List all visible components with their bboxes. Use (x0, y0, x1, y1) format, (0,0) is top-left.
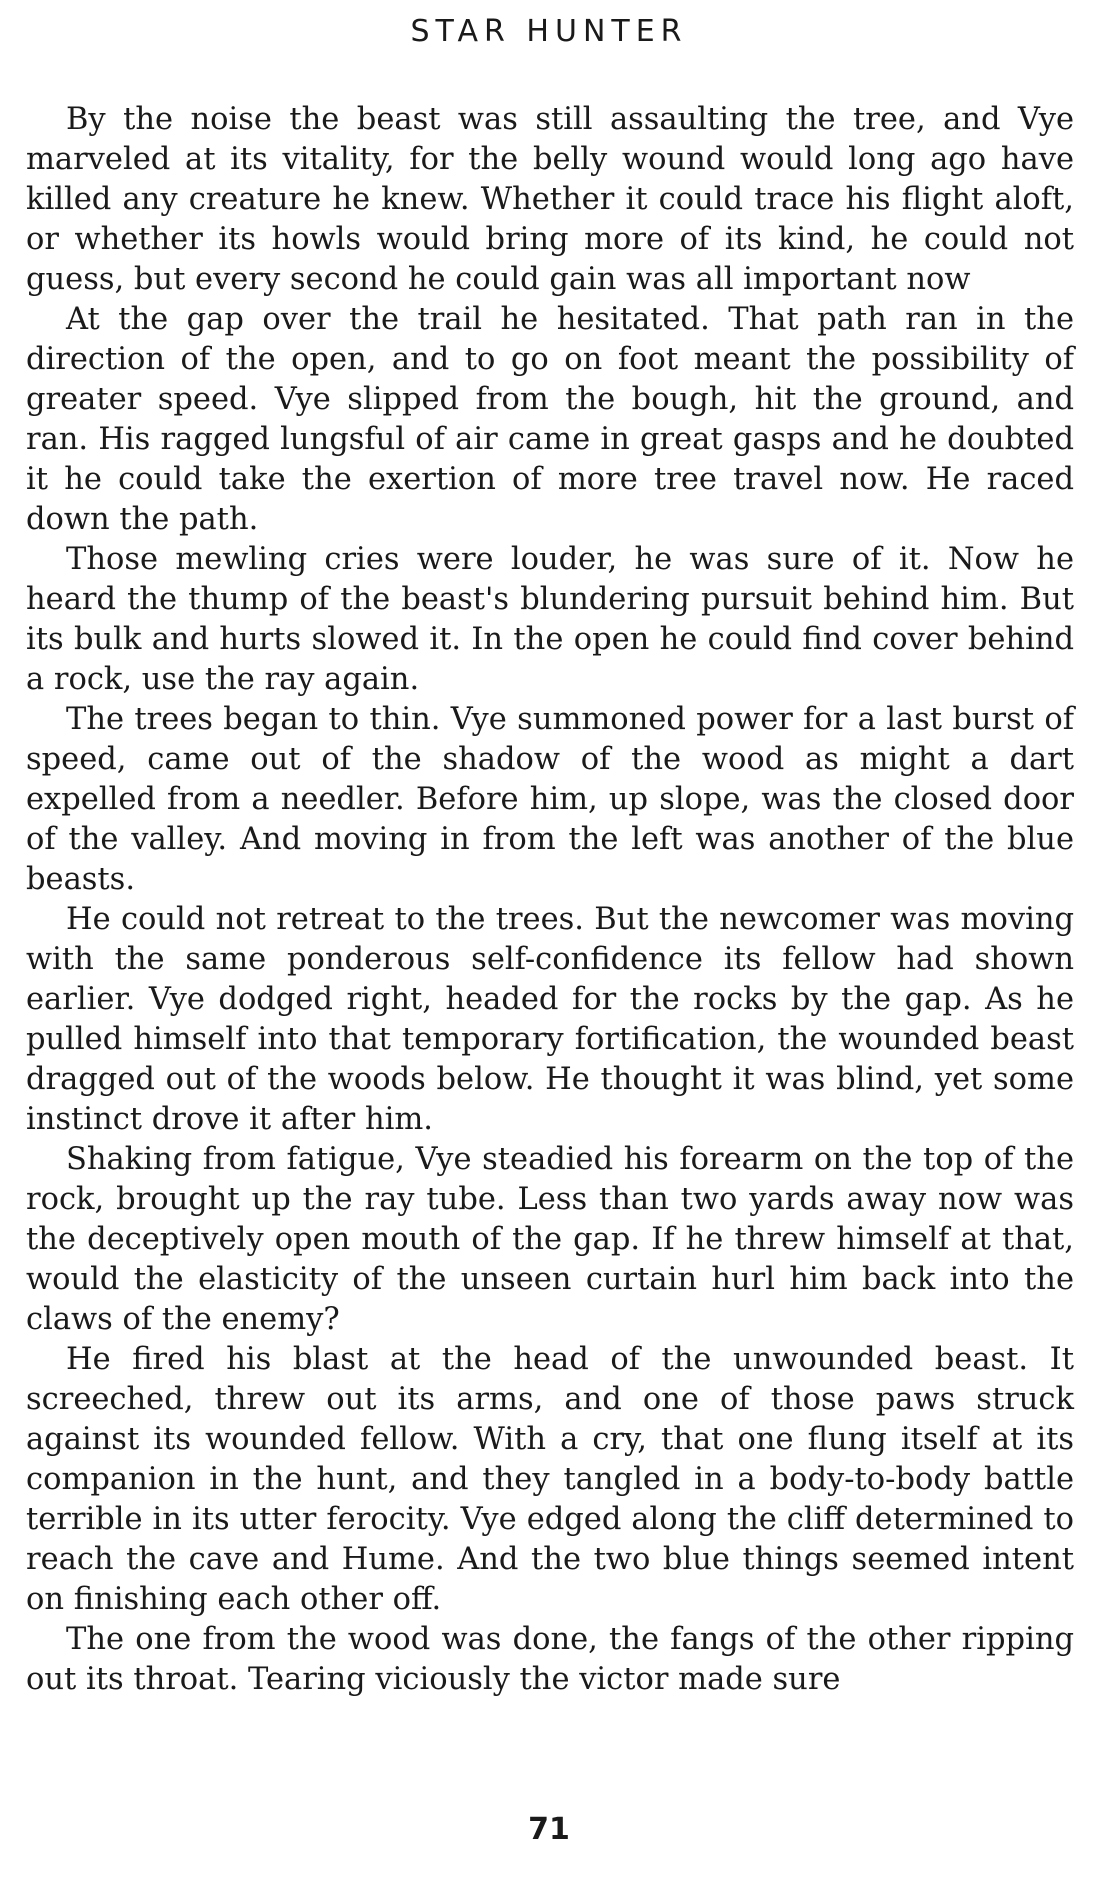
page-number: 71 (528, 1812, 570, 1847)
body-text (26, 100, 1074, 1700)
paragraph: He fired his blast at the head of the unwounded beast. It screeched, threw out its arms, and one of those paws struck against its wounded fellow. With a cry, that one flung itself at its companion in the hunt, and they tangled in a body-to-body battle terrible in its utter ferocity. Vye edged along the cliff determined to reach the cave and Hume. And the two blue things seemed intent on finishing each other off. (26, 1342, 1074, 1617)
paragraph: Shaking from fatigue, Vye steadied his forearm on the top of the rock, brought up the ray tube. Less than two yards away now was the deceptively open mouth of the gap. If he threw himself at that, would the elasticity of the unseen curtain hurl him back into the claws of the enemy? (26, 1142, 1074, 1337)
paragraph: The trees began to thin. Vye summoned power for a last burst of speed, came out of the shadow of the wood as might a dart expelled from a needler. Before him, up slope, was the closed door of the valley. And moving in from the left was another of the blue beasts. (26, 702, 1074, 897)
paragraph: Those mewling cries were louder, he was sure of it. Now he heard the thump of the beast's blundering pursuit behind him. But its bulk and hurts slowed it. In the open he could find cover behind a rock, use the ray again. (26, 542, 1074, 697)
running-head: STAR HUNTER (410, 14, 688, 49)
paragraph: He could not retreat to the trees. But the newcomer was moving with the same ponderous self-confidence its fellow had shown earlier. Vye dodged right, headed for the rocks by the gap. As he pulled himself into that temporary fortification, the wounded beast dragged out of the woods below. He thought it was blind, yet some instinct drove it after him. (26, 902, 1074, 1137)
paragraph: At the gap over the trail he hesitated. That path ran in the direction of the open, and to go on foot meant the possibility of greater speed. Vye slipped from the bough, hit the ground, and ran. His ragged lungsful of air came in great gasps and he doubted it he could take the exertion of more tree travel now. He raced down the path. (26, 302, 1074, 537)
paragraph: By the noise the beast was still assaulting the tree, and Vye marveled at its vitality, for the belly wound would long ago have killed any creature he knew. Whether it could trace his flight aloft, or whether its howls would bring more of its kind, he could not guess, but every second he could gain was all important now (26, 102, 1074, 297)
paragraph: The one from the wood was done, the fangs of the other ripping out its throat. Tearing viciously the victor made sure (26, 1622, 1074, 1697)
